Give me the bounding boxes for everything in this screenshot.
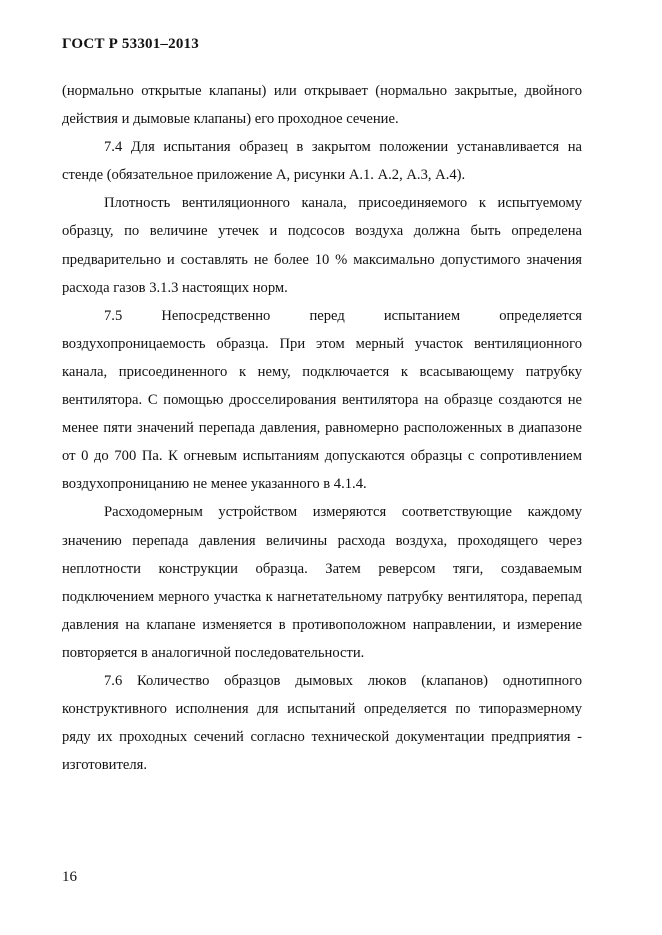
paragraph-flow-measurement: Расходомерным устройством измеряются соответствующие каждому значению перепада давления величины расхода воздуха, проходящего через неплотности конструкции образца. Затем реверсом тяги, создаваемым подключением мерного участка к нагнетательному патрубку вентилятора, перепад давления на клапане изменяется в противоположном направлении, и измерение повторяется в аналогичной последовательности. (62, 504, 582, 661)
paragraph-7-4: 7.4 Для испытания образец в закрытом положении устанавливается на стенде (обязательное приложение А, рисунки А.1. А.2, А.3, А.4). (62, 139, 582, 184)
document-header: ГОСТ Р 53301–2013 (62, 36, 199, 52)
document-body (62, 77, 582, 779)
paragraph-channel-density: Плотность вентиляционного канала, присоединяемого к испытуемому образцу, по величине утечек и подсосов воздуха должна быть определена предварительно и составлять не более 10 % максимально допустимого значения расхода газов 3.1.3 настоящих норм. (62, 195, 582, 296)
paragraph-7-6: 7.6 Количество образцов дымовых люков (клапанов) однотипного конструктивного исполнения для испытаний определяется по типоразмерному ряду их проходных сечений согласно технической документации предприятия - изготовителя. (62, 672, 582, 774)
paragraph-continuation: (нормально открытые клапаны) или открывает (нормально закрытые, двойного действия и дымовые клапаны) его проходное сечение. (62, 83, 582, 128)
page-number: 16 (62, 869, 77, 885)
paragraph-7-5: 7.5 Непосредственно перед испытанием определяется воздухопроницаемость образца. При этом мерный участок вентиляционного канала, присоединенного к нему, подключается к всасывающему патрубку вентилятора. С помощью дросселирования вентилятора на образце создаются не менее пяти значений перепада давления, равномерно расположенных в диапазоне от 0 до 700 Па. К огневым испытаниям допускаются образцы с сопротивлением воздухопроницанию не менее указанного в 4.1.4. (62, 307, 582, 493)
